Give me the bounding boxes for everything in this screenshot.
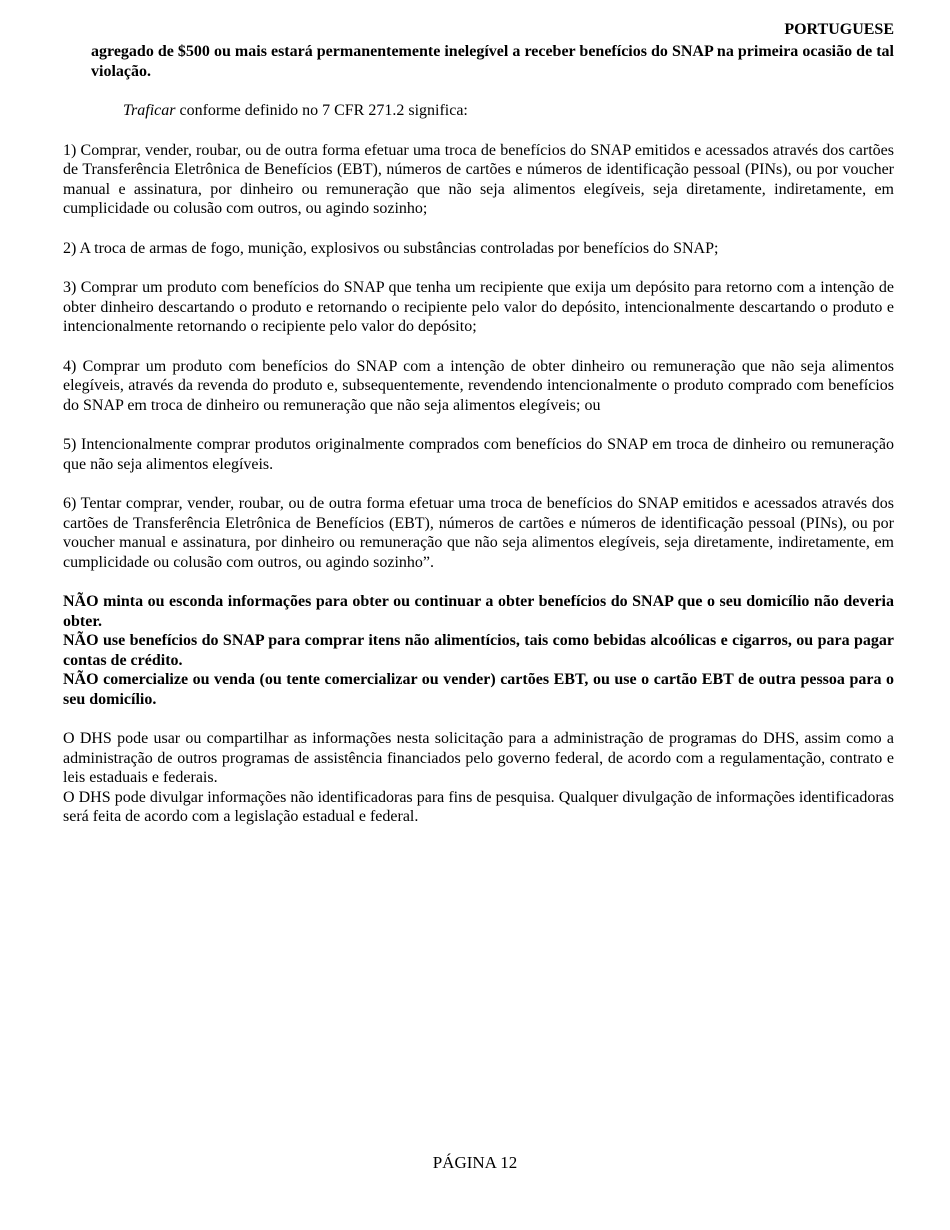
list-item: 2) A troca de armas de fogo, munição, explosivos ou substâncias controladas por benefícios do SNAP; bbox=[63, 239, 719, 257]
privacy-section bbox=[63, 729, 894, 827]
trafficking-definition bbox=[123, 101, 894, 121]
document-body bbox=[63, 42, 894, 827]
privacy-paragraph: O DHS pode divulgar informações não identificadoras para fins de pesquisa. Qualquer divulgação de informações identificadoras será feita de acordo com a legislação estadual e federal. bbox=[63, 788, 894, 825]
privacy-paragraph: O DHS pode usar ou compartilhar as informações nesta solicitação para a administração de programas do DHS, assim como a administração de outros programas de assistência financiados pelo governo federal, de acordo com a regulamentação, contrato e leis estaduais e federais. bbox=[63, 730, 894, 786]
warning-item: NÃO comercialize ou venda (ou tente comercializar ou vender) cartões EBT, ou use o cartão EBT de outra pessoa para o seu domicílio. bbox=[63, 671, 894, 708]
warnings-section bbox=[63, 592, 894, 709]
page-number: PÁGINA 12 bbox=[432, 1153, 518, 1172]
intro-paragraph: agregado de $500 ou mais estará permanentemente inelegível a receber benefícios do SNAP na primeira ocasião de tal violação. bbox=[91, 43, 894, 80]
warning-item: NÃO use benefícios do SNAP para comprar itens não alimentícios, tais como bebidas alcoólicas e cigarros, ou para pagar contas de crédito. bbox=[63, 632, 894, 669]
list-item: 6) Tentar comprar, vender, roubar, ou de outra forma efetuar uma troca de benefícios do SNAP emitidos e acessados através dos cartões de Transferência Eletrônica de Benefícios (EBT), números de cartões e números de identificação pessoal (PINs), ou por voucher manual e assinatura, por dinheiro ou remuneração que não seja alimentos elegíveis, seja diretamente, indiretamente, em cumplicidade ou colusão com outros, ou agindo sozinho”. bbox=[63, 495, 894, 571]
language-label: PORTUGUESE bbox=[784, 21, 894, 38]
definition-term: Traficar bbox=[123, 102, 176, 119]
definition-text: conforme definido no 7 CFR 271.2 significa: bbox=[175, 102, 468, 119]
list-item: 1) Comprar, vender, roubar, ou de outra forma efetuar uma troca de benefícios do SNAP emitidos e acessados através dos cartões de Transferência Eletrônica de Benefícios (EBT), números de cartões e números de identificação pessoal (PINs), ou por voucher manual e assinatura, por dinheiro ou remuneração que não seja alimentos elegíveis, seja diretamente, indiretamente, em cumplicidade ou colusão com outros, ou agindo sozinho; bbox=[63, 141, 894, 217]
warning-item: NÃO minta ou esconda informações para obter ou continuar a obter benefícios do SNAP que o seu domicílio não deveria obter. bbox=[63, 593, 894, 630]
list-item: 3) Comprar um produto com benefícios do SNAP que tenha um recipiente que exija um depósito para retorno com a intenção de obter dinheiro descartando o produto e retornando o recipiente pelo valor do depósito, intencionalmente descartando o produto e intencionalmente retornando o recipiente pelo valor do depósito; bbox=[63, 279, 894, 335]
list-item: 4) Comprar um produto com benefícios do SNAP com a intenção de obter dinheiro ou remuneração que não seja alimentos elegíveis, através da revenda do produto e, subsequentemente, revendendo intencionalmente o produto comprado com benefícios do SNAP em troca de dinheiro ou remuneração que não seja alimentos elegíveis; ou bbox=[63, 357, 894, 414]
list-item: 5) Intencionalmente comprar produtos originalmente comprados com benefícios do SNAP em troca de dinheiro ou remuneração que não seja alimentos elegíveis. bbox=[63, 436, 894, 473]
